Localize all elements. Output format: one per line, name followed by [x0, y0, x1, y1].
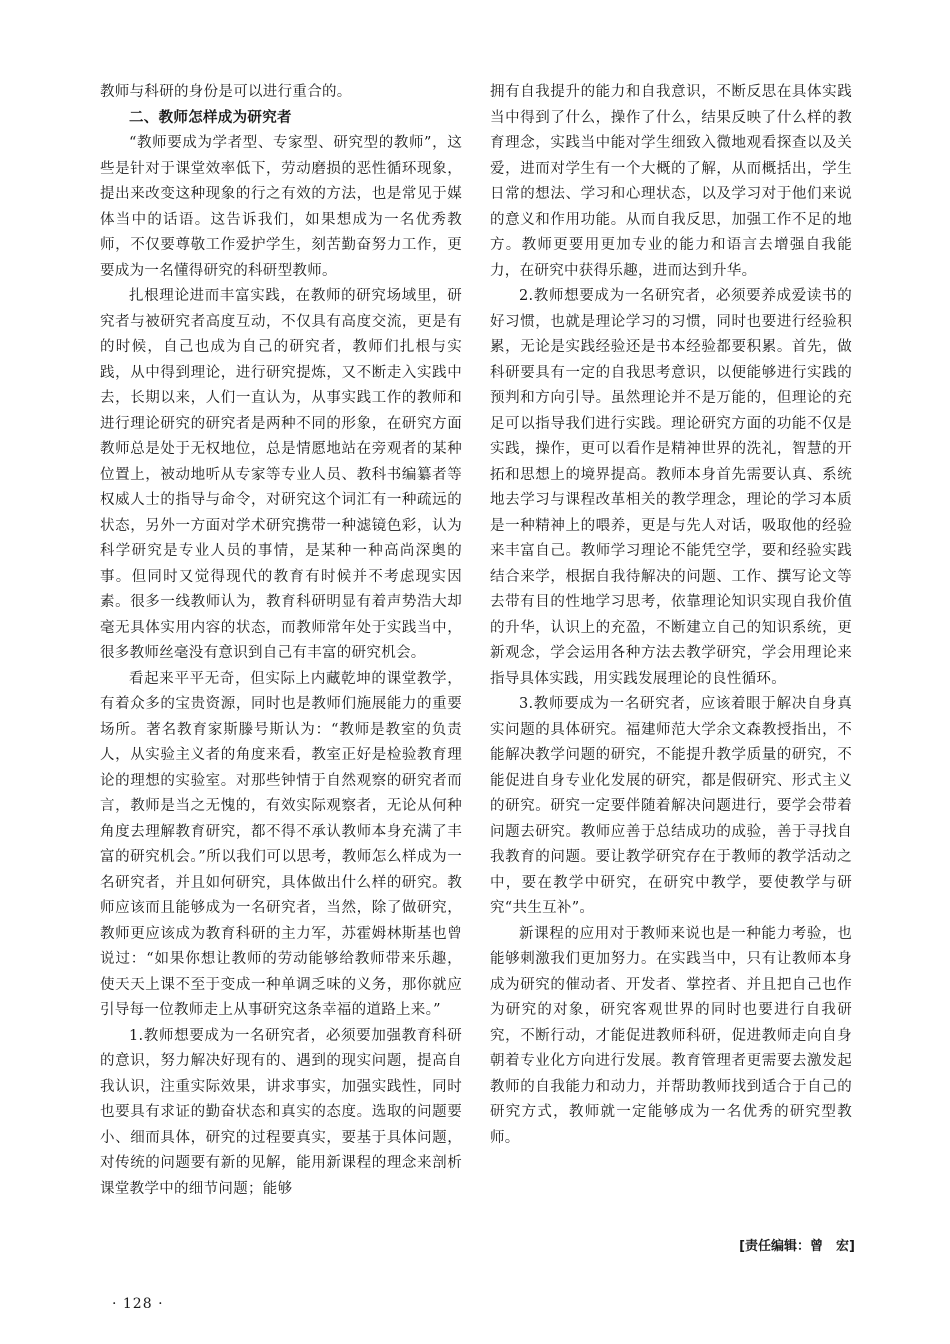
right-column — [490, 80, 852, 1151]
section-heading: 二、教师怎样成为研究者 — [129, 109, 292, 126]
paragraph: 3.教师要成为一名研究者，应该着眼于解决自身真实问题的具体研究。福建师范大学余文森教授指出，不能解决教学问题的研究，不能提升教学质量的研究，不能促进自身专业化发展的研究，都是假研究、形式主义的研究。研究一定要伴随着解决问题进行，要学会带着问题去研究。教师应善于总结成功的成验，善于寻找自我教育的问题。要让教学研究存在于教师的教学活动之中，要在教学中研究，在研究中教学，要使教学与研究“共生互补”。 — [490, 696, 852, 916]
paragraph: 新课程的应用对于教师来说也是一种能力考验，也能够刺激我们更加努力。在实践当中，只有让教师本身成为研究的催动者、开发者、掌控者、并且把自己也作为研究的对象，研究客观世界的同时也要进行自我研究，不断行动，才能促进教师科研，促进教师走向自身朝着专业化方向进行发展。教育管理者更需要去激发起教师的自我能力和动力，并帮助教师找到适合于自己的研究方式，教师就一定能够成为一名优秀的研究型教师。 — [490, 925, 852, 1146]
left-column — [100, 80, 462, 1202]
paragraph-continuation: 教师与科研的身份是可以进行重合的。 — [100, 84, 352, 100]
paragraph: 看起来平平无奇，但实际上内藏乾坤的课堂教学，有着众多的宝贵资源，同时也是教师们施展能力的重要场所。著名教育家斯滕号斯认为：“教师是教室的负责人，从实验主义者的角度来看，教室正好是检验教育理论的理想的实验室。对那些钟情于自然观察的研究者而言，教师是当之无愧的，有效实际观察者，无论从何种角度去理解教育研究，都不得不承认教师本身充满了丰富的研究机会。”所以我们可以思考，教师怎么样成为一名研究者，并且如何研究，具体做出什么样的研究。教师应该而且能够成为一名研究者，当然，除了做研究，教师更应该成为教育科研的主力军，苏霍姆林斯基也曾说过：“如果你想让教师的劳动能够给教师带来乐趣，使天天上课不至于变成一种单调乏味的义务，那你就应引导每一位教师走上从事研究这条幸福的道路上来。” — [100, 670, 462, 1018]
paragraph: “教师要成为学者型、专家型、研究型的教师”，这些是针对于课堂效率低下，劳动磨损的恶性循环现象，提出来改变这种现象的行之有效的方法，也是常见于媒体当中的话语。这告诉我们，如果想成为一名优秀教师，不仅要尊敬工作爱护学生，刻苦勤奋努力工作，更要成为一名懂得研究的科研型教师。 — [100, 135, 462, 279]
paragraph: 扎根理论进而丰富实践，在教师的研究场域里，研究者与被研究者高度互动，不仅具有高度交流，更是有的时候，自己也成为自己的研究者，教师们扎根与实践，从中得到理论，进行研究提炼，又不断走入实践中去，长期以来，人们一直认为，从事实践工作的教师和进行理论研究的研究者是两种不同的形象，在研究方面教师总是处于无权地位，总是情愿地站在旁观者的某种位置上，被动地听从专家等专业人员、教科书编纂者等权威人士的指导与命令，对研究这个词汇有一种疏远的状态，另外一方面对学术研究携带一种滤镜色彩，认为科学研究是专业人员的事情，是某种一种高尚深奥的事。但同时又觉得现代的教育有时候并不考虑现实因素。很多一线教师认为，教育科研明显有着声势浩大却毫无具体实用内容的状态，而教师常年处于实践当中，很多教师丝毫没有意识到自己有丰富的研究机会。 — [100, 288, 462, 661]
paragraph: 1.教师想要成为一名研究者，必须要加强教育科研的意识，努力解决好现有的、遇到的现实问题，提高自我认识，注重实际效果，讲求事实，加强实践性，同时也要具有求证的勤奋状态和真实的态度。选取的问题要小、细而具体，研究的过程要真实，要基于具体问题，对传统的问题要有新的见解，能用新课程的理念来剖析课堂教学中的细节问题；能够 — [100, 1027, 462, 1197]
page-number: · 128 · — [112, 1296, 164, 1312]
paragraph: 2.教师想要成为一名研究者，必须要养成爱读书的好习惯，也就是理论学习的习惯，同时也要进行经验积累，无论是实践经验还是书本经验都要积累。首先，做科研要具有一定的自我思考意识，以便能够进行实践的预判和方向引导。虽然理论并不是万能的，但理论的充足可以指导我们进行实践。理论研究方面的功能不仅是实践，操作，更可以看作是精神世界的洗礼，智慧的开拓和思想上的境界提高。教师本身首先需要认真、系统地去学习与课程改革相关的教学理念，理论的学习本质是一种精神上的喂养，更是与先人对话，吸取他的经验来丰富自己。教师学习理论不能凭空学，要和经验实践结合来学，根据自我待解决的问题、工作、撰写论文等去带有目的性地学习思考，依靠理论知识实现自我价值的升华，认识上的充盈，不断建立自己的知识系统，更新观念，学会运用各种方法去教学研究，学会用理论来指导具体实践，用实践发展理论的良性循环。 — [490, 288, 852, 687]
paragraph-continuation: 拥有自我提升的能力和自我意识，不断反思在具体实践当中得到了什么，操作了什么，结果反映了什么样的教育理念，实践当中能对学生细致入微地观看探查以及关爱，进而对学生有一个大概的了解，从而概括出，学生日常的想法、学习和心理状态，以及学习对于他们来说的意义和作用功能。从而自我反思，加强工作不足的地方。教师更要用更加专业的能力和语言去增强自我能力，在研究中获得乐趣，进而达到升华。 — [490, 84, 852, 279]
editor-credit: [责任编辑：曾 宏] — [739, 1239, 855, 1254]
